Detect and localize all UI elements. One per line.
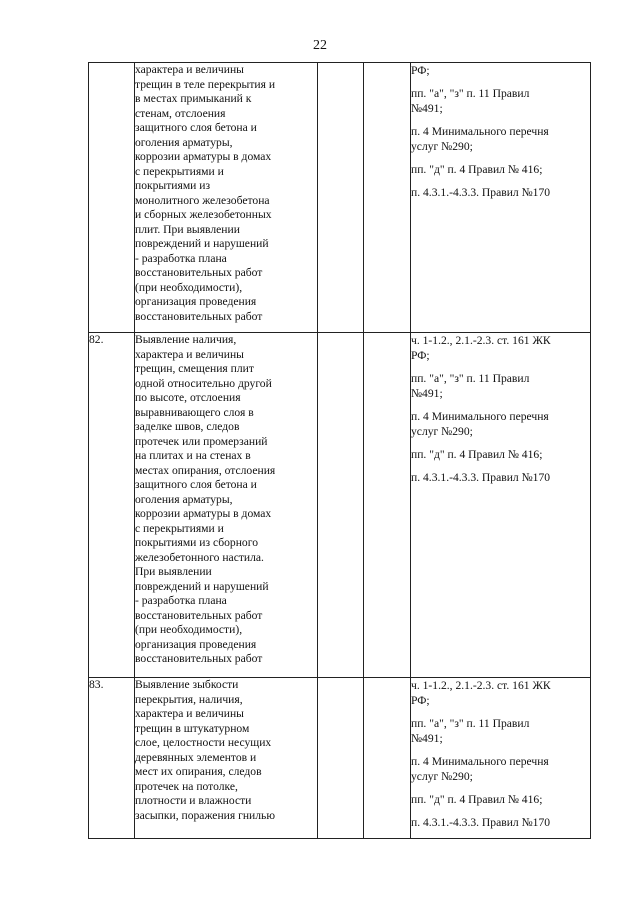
description-line: повреждений и нарушений	[135, 237, 269, 250]
row-description	[135, 63, 318, 333]
table-row	[89, 678, 591, 839]
description-line: выравнивающего слоя в	[135, 405, 254, 419]
description-line: плотности и влажности	[135, 794, 252, 807]
description-line: заделке швов, следов	[135, 420, 240, 433]
reference-item	[411, 86, 590, 116]
reference-line: п. 4 Минимального перечня	[411, 125, 549, 138]
description-line: восстановительных работ	[135, 266, 263, 279]
description-line: восстановительных работ	[135, 652, 263, 665]
reference-item	[411, 63, 590, 78]
description-line: монолитного железобетона	[135, 193, 270, 207]
description-line: с перекрытиями и	[135, 521, 224, 535]
reference-line: пп. "д" п. 4 Правил № 416;	[411, 448, 543, 461]
reference-item	[411, 754, 590, 784]
description-line: стенам, отслоения	[135, 106, 226, 120]
description-line: плит. При выявлении	[135, 222, 240, 236]
description-line: организация проведения	[135, 637, 257, 651]
reference-item	[411, 815, 590, 830]
description-line: засыпки, поражения гнилью	[135, 808, 275, 822]
reference-item	[411, 470, 590, 485]
description-line: При выявлении	[135, 565, 212, 578]
empty-cell	[364, 63, 411, 333]
description-line: характера и величины	[135, 63, 244, 76]
reference-line: п. 4 Минимального перечня	[411, 755, 549, 768]
description-line: мест их опирания, следов	[135, 765, 262, 778]
description-line: по высоте, отслоения	[135, 391, 241, 404]
description-line: перекрытия, наличия,	[135, 692, 243, 706]
reference-line: услуг №290;	[411, 140, 473, 153]
reference-line: №491;	[411, 387, 443, 400]
row-references	[411, 678, 591, 839]
reference-line: ч. 1-1.2., 2.1.-2.3. ст. 161 ЖК	[411, 334, 551, 347]
description-line: характера и величины	[135, 347, 244, 361]
reference-item	[411, 792, 590, 807]
reference-item	[411, 716, 590, 746]
description-line: - разработка плана	[135, 594, 227, 607]
description-line: (при необходимости),	[135, 280, 243, 294]
reference-item	[411, 185, 590, 200]
reference-line: ч. 1-1.2., 2.1.-2.3. ст. 161 ЖК	[411, 679, 551, 692]
description-line: восстановительных работ	[135, 309, 263, 323]
reference-line: пп. "д" п. 4 Правил № 416;	[411, 793, 543, 806]
description-line: организация проведения	[135, 295, 257, 308]
description-line: и сборных железобетонных	[135, 208, 272, 221]
page-number: 22	[313, 38, 327, 53]
regulation-table	[88, 62, 591, 839]
description-line: одной относительно другой	[135, 376, 272, 390]
description-line: оголения арматуры,	[135, 492, 233, 506]
reference-line: услуг №290;	[411, 425, 473, 438]
empty-cell	[364, 333, 411, 678]
description-line: трещин в теле перекрытия и	[135, 77, 276, 91]
empty-cell	[318, 333, 364, 678]
reference-line: РФ;	[411, 694, 430, 707]
reference-line: п. 4.3.1.-4.3.3. Правил №170	[411, 816, 551, 829]
empty-cell	[364, 678, 411, 839]
reference-item	[411, 678, 590, 708]
reference-line: п. 4.3.1.-4.3.3. Правил №170	[411, 471, 551, 484]
description-line: защитного слоя бетона и	[135, 121, 257, 134]
description-line: трещин, смещения плит	[135, 362, 254, 375]
reference-item	[411, 371, 590, 401]
reference-item	[411, 124, 590, 154]
reference-line: №491;	[411, 102, 443, 115]
description-line: железобетонного настила.	[135, 550, 264, 564]
description-line: покрытиями из	[135, 179, 211, 192]
row-number: 82.	[89, 333, 135, 678]
row-description	[135, 678, 318, 839]
reference-line: №491;	[411, 732, 443, 745]
description-line: (при необходимости),	[135, 623, 243, 636]
description-line: в местах примыканий к	[135, 92, 252, 105]
reference-line: РФ;	[411, 349, 430, 362]
description-line: трещин в штукатурном	[135, 721, 250, 735]
reference-line: пп. "а", "з" п. 11 Правил	[411, 717, 530, 730]
description-line: восстановительных работ	[135, 608, 263, 622]
description-line: повреждений и нарушений	[135, 579, 269, 593]
description-line: - разработка плана	[135, 251, 227, 265]
row-references	[411, 63, 591, 333]
reference-line: п. 4.3.1.-4.3.3. Правил №170	[411, 186, 551, 199]
reference-item	[411, 447, 590, 462]
table-row	[89, 333, 591, 678]
row-number: 83.	[89, 678, 135, 839]
table-body	[89, 63, 591, 839]
reference-line: пп. "а", "з" п. 11 Правил	[411, 372, 530, 385]
description-line: протечек на потолке,	[135, 779, 238, 793]
description-line: оголения арматуры,	[135, 135, 233, 149]
reference-line: пп. "а", "з" п. 11 Правил	[411, 87, 530, 100]
row-number	[89, 63, 135, 333]
reference-line: РФ;	[411, 64, 430, 77]
description-line: протечек или промерзаний	[135, 434, 268, 448]
description-line: Выявление зыбкости	[135, 678, 239, 691]
reference-line: пп. "д" п. 4 Правил № 416;	[411, 163, 543, 176]
empty-cell	[318, 63, 364, 333]
description-line: с перекрытиями и	[135, 164, 224, 178]
description-line: на плитах и на стенах в	[135, 449, 251, 462]
description-line: характера и величины	[135, 707, 244, 720]
description-line: коррозии арматуры в домах	[135, 150, 272, 163]
description-line: деревянных элементов и	[135, 750, 257, 764]
row-description	[135, 333, 318, 678]
row-references	[411, 333, 591, 678]
description-line: коррозии арматуры в домах	[135, 507, 272, 520]
reference-line: услуг №290;	[411, 770, 473, 783]
table-row	[89, 63, 591, 333]
description-line: слое, целостности несущих	[135, 736, 272, 749]
reference-item	[411, 162, 590, 177]
empty-cell	[318, 678, 364, 839]
description-line: защитного слоя бетона и	[135, 478, 257, 491]
description-line: Выявление наличия,	[135, 333, 237, 346]
description-line: местах опирания, отслоения	[135, 463, 276, 477]
reference-item	[411, 409, 590, 439]
reference-item	[411, 333, 590, 363]
description-line: покрытиями из сборного	[135, 536, 258, 549]
reference-line: п. 4 Минимального перечня	[411, 410, 549, 423]
